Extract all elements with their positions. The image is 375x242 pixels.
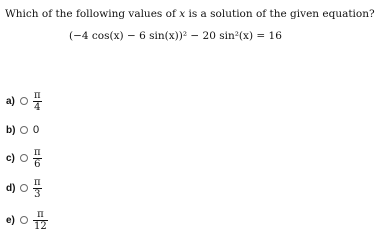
radio-button[interactable]	[20, 184, 28, 192]
equation: (−4 cos(x) − 6 sin(x))² − 20 sin²(x) = 16	[69, 30, 282, 42]
radio-button[interactable]	[20, 216, 28, 224]
radio-button[interactable]	[20, 97, 28, 105]
fraction	[33, 90, 42, 113]
fraction-denominator: 6	[34, 158, 41, 170]
fraction-numerator: π	[34, 89, 41, 101]
option-value: 0	[33, 124, 40, 136]
option-letter: a)	[6, 95, 15, 107]
option-a[interactable]	[6, 87, 42, 115]
question-text	[5, 8, 375, 20]
option-letter: b)	[6, 124, 16, 136]
fraction-denominator: 12	[34, 220, 47, 232]
option-e[interactable]	[6, 206, 48, 234]
option-letter: d)	[6, 182, 16, 194]
fraction-denominator: 4	[34, 101, 41, 113]
question-prefix: Which of the following values of	[5, 8, 176, 20]
fraction	[33, 209, 48, 232]
fraction-numerator: π	[34, 176, 41, 188]
fraction-numerator: π	[34, 146, 41, 158]
option-c[interactable]	[6, 144, 42, 172]
option-letter: e)	[6, 214, 15, 226]
fraction-denominator: 3	[34, 188, 41, 200]
radio-button[interactable]	[20, 154, 28, 162]
question-variable: x	[179, 8, 186, 20]
option-d[interactable]	[6, 174, 42, 202]
option-letter: c)	[6, 152, 15, 164]
fraction	[33, 177, 42, 200]
question-suffix: is a solution of the given equation?	[188, 8, 375, 20]
option-b[interactable]	[6, 116, 39, 144]
radio-button[interactable]	[20, 126, 28, 134]
fraction	[33, 147, 42, 170]
fraction-numerator: π	[37, 208, 44, 220]
